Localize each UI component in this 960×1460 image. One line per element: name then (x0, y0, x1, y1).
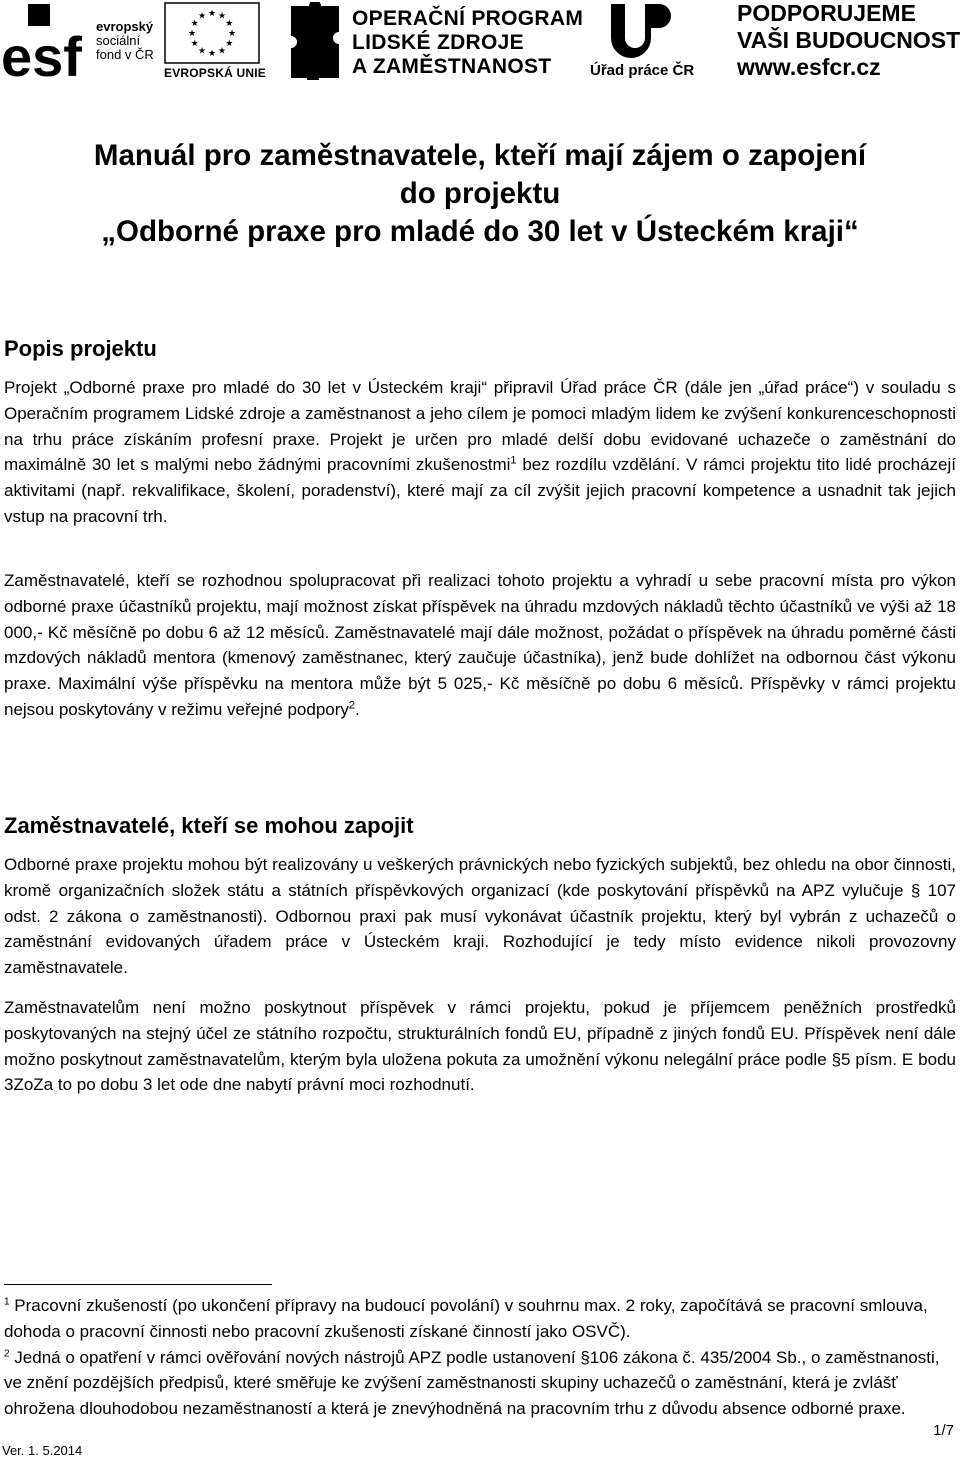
section-heading-popis: Popis projektu (4, 336, 157, 361)
op-line-1: OPERAČNÍ PROGRAM (352, 7, 584, 30)
eu-star-icon: ★ (190, 39, 199, 49)
eu-star-icon: ★ (227, 29, 237, 39)
paragraph-employers-a: Zaměstnavatelé, kteří se rozhodnou spolupracovat při realizaci tohoto projektu a vyhradí u sebe pracovní místa pro výkon odborné praxe účastníků projektu, mají možnost získat příspěvek na úhradu mzdových nákladů těchto účastníků ve výši až 18 000,- Kč měsíčně po dobu 6 až 12 měsíců. Zaměstnavatelé mají dále možnost, požádat o příspěvek na úhradu poměrné části mzdových nákladů mentora (kmenový zaměstnanec, který zaučuje účastníka), jenž bude dohlížet na odbornou část výkonu praxe. Maximální výše příspěvku na mentora může být 5 025,- Kč měsíčně po dobu 6 měsíců. Příspěvky v rámci projektu nejsou poskytovány v režimu veřejné podpory (4, 571, 956, 719)
support-url[interactable]: www.esfcr.cz (737, 54, 881, 80)
footnote-divider (4, 1284, 272, 1285)
eu-star-icon: ★ (207, 9, 217, 19)
title-line-1: Manuál pro zaměstnavatele, kteří mají zájem o zapojení (93, 139, 867, 172)
paragraph-intro-b: bez rozdílu vzdělání. V rámci projektu tito lidé procházejí aktivitami (např. rekvalifikace, školení, poradenství), které mají za cíl zvýšit jejich pracovní kompetence a usnadnit tak jejich vstup na pracovní trh. (4, 455, 956, 526)
footnotes (4, 1293, 954, 1422)
eu-star-icon: ★ (197, 46, 207, 57)
footnote-1-text: Pracovní zkušeností (po ukončení přípravy na budoucí povolání) v souhrnu max. 2 roky, započítává se pracovní smlouva, dohoda o pracovní činnosti nebo pracovní zkušenosti získané činností jako OSVČ). (4, 1296, 928, 1341)
document-title (0, 137, 960, 251)
paragraph-employers-b: . (355, 699, 360, 719)
logo-header (0, 0, 960, 86)
paragraph-employers (4, 568, 956, 723)
section-heading-zamestnavatele: Zaměstnavatelé, kteří se mohou zapojit (4, 813, 414, 838)
footnote-1-number: 1 (4, 1296, 10, 1308)
svg-text:esf: esf (1, 25, 82, 80)
eu-star-icon: ★ (197, 11, 207, 22)
op-line-2: LIDSKÉ ZDROJE (352, 31, 524, 54)
up-label: Úřad práce ČR (590, 62, 695, 79)
esf-line-2: sociální (96, 33, 141, 48)
support-slogan (737, 0, 960, 81)
paragraph-eligibility: Odborné praxe projektu mohou být realizovány u veškerých právnických nebo fyzických subjektů, bez ohledu na obor činnosti, kromě organizačních složek státu a státních příspěvkových organizací (kde poskytování příspěvků na APZ vylučuje § 107 odst. 2 zákona o zaměstnanosti). Odbornou praxi pak musí vykonávat účastník projektu, který byl vybrán z uchazečů o zaměstnání evidovaných úřadem práce v Ústeckém kraji. Rozhodující je tedy místo evidence nikoli provozovny zaměstnavatele. (4, 855, 956, 978)
puzzle-piece-icon (289, 2, 341, 80)
paragraph-exclusions: Zaměstnavatelům není možno poskytnout příspěvek v rámci projektu, pokud je příjemcem peněžních prostředků poskytovaných na stejný účel ze státního rozpočtu, strukturálních fondů EU, případně z jiných fondů EU. Příspěvek není dále možno poskytnout zaměstnavatelům, kterým byla uložena pokuta za umožnění výkonu nelegální práce podle §5 písm. E bodu 3ZoZa to po dobu 3 let ode dne nabytí právní moci rozhodnutí. (4, 998, 956, 1095)
eu-star-icon: ★ (190, 19, 199, 29)
footnote-ref-2[interactable]: 2 (348, 699, 356, 712)
support-line-2: VAŠI BUDOUCNOST (737, 27, 960, 53)
footnote-ref-1[interactable]: 1 (510, 454, 517, 467)
eu-star-icon: ★ (225, 39, 234, 49)
esf-line-1: evropský (96, 19, 154, 34)
footnote-2-text: Jedná o opatření v rámci ověřování nových nástrojů APZ podle ustanovení §106 zákona č. 435/2004 Sb., o zaměstnanosti, ve znění pozdějších předpisů, které směřuje ke zvýšení zaměstnanosti skupiny uchazečů o zaměstnání, která je zvlášť ohrožena dlouhodobou nezaměstnaností a která je znevýhodněná na pracovním trhu z důvodu absence odborné praxe. (4, 1347, 940, 1419)
eu-star-icon: ★ (187, 29, 197, 39)
footnote-2-number: 2 (4, 1347, 10, 1359)
op-line-3: A ZAMĚSTNANOST (352, 55, 552, 78)
paragraph-intro (4, 375, 956, 530)
op-logo-text (352, 7, 583, 79)
page-number: 1/7 (933, 1422, 954, 1439)
support-line-1: PODPORUJEME (737, 0, 916, 26)
esf-logo (0, 2, 92, 80)
footnote-2 (4, 1345, 954, 1422)
esf-line-3: fond v ČR (96, 47, 154, 62)
esf-mark-icon (0, 2, 92, 80)
up-monogram-icon (603, 2, 673, 60)
eu-star-icon: ★ (217, 46, 227, 57)
eu-label: EVROPSKÁ UNIE (164, 66, 266, 80)
version-label: Ver. 1. 5.2014 (2, 1443, 83, 1458)
footnote-1 (4, 1293, 954, 1345)
eu-star-icon: ★ (207, 49, 217, 59)
esf-logo-text (96, 20, 154, 62)
title-line-3: „Odborné praxe pro mladé do 30 let v Ústeckém kraji“ (101, 215, 859, 248)
title-line-2: do projektu (399, 177, 561, 210)
paragraph-intro-a: Projekt „Odborné praxe pro mladé do 30 let v Ústeckém kraji“ připravil Úřad práce ČR (dále jen „úřad práce“) v souladu s Operačním programem Lidské zdroje a zaměstnanost a jeho cílem je pomoci mladým lidem ke zvýšení konkurenceschopnosti na trhu práce získáním profesní praxe. Projekt je určen pro mladé delší dobu evidované uchazeče o zaměstnání do maximálně 30 let s malými nebo žádnými pracovními zkušenostmi (4, 378, 956, 475)
eu-star-icon: ★ (225, 19, 234, 29)
eu-star-icon: ★ (217, 11, 227, 22)
